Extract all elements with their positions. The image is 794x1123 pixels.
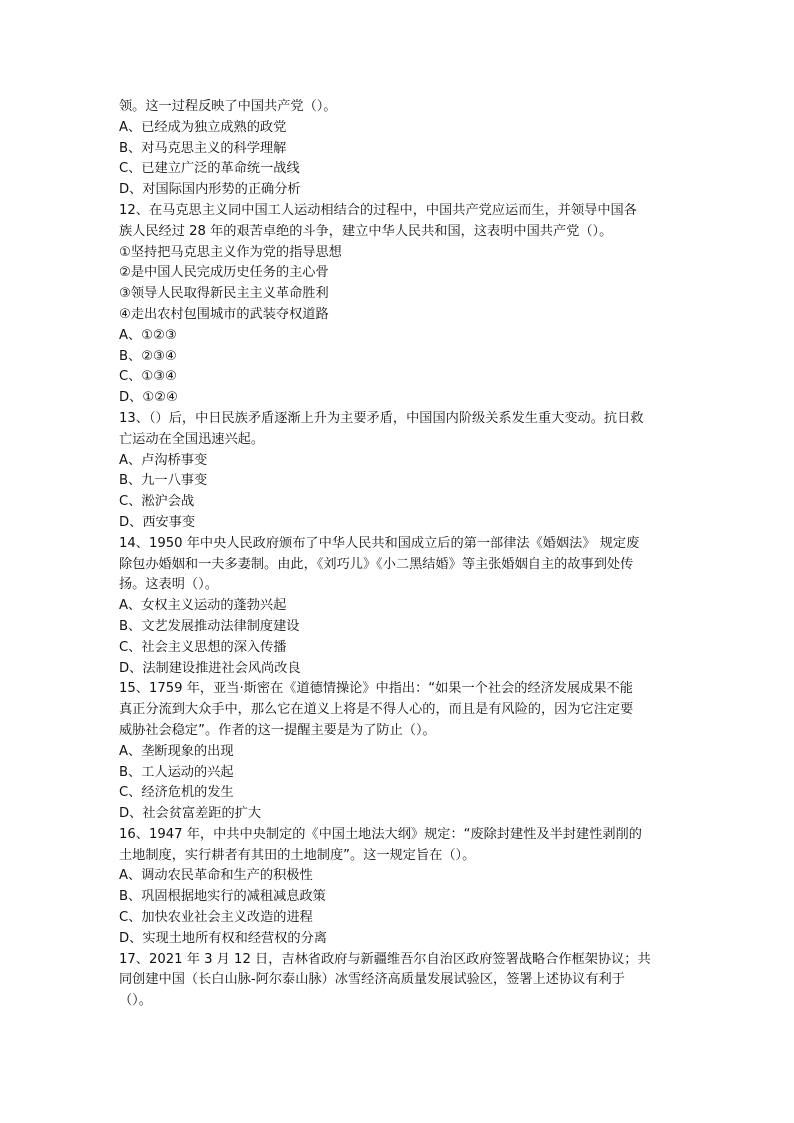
question-13-line: 亡运动在全国迅速兴起。 xyxy=(119,431,265,447)
option-b: B、巩固根据地实行的减租减息政策 xyxy=(119,889,326,905)
text-line: 领。这一过程反映了中国共产党（）。 xyxy=(119,99,337,114)
option-d: D、实现土地所有权和经营权的分离 xyxy=(119,930,327,946)
question-15-line: 威胁社会稳定”。作者的这一提醒主要是为了防止（）。 xyxy=(119,722,436,738)
option-b: B、工人运动的兴起 xyxy=(119,764,234,780)
option-c: C、经济危机的发生 xyxy=(119,785,234,801)
option-d: D、社会贫富差距的扩大 xyxy=(119,806,262,822)
option-a: A、调动农民革命和生产的积极性 xyxy=(119,868,313,884)
question-17-line: （）。 xyxy=(119,993,152,1009)
question-16-line: 土地制度，实行耕者有其田的土地制度”。这一规定旨在（）。 xyxy=(119,847,476,863)
option-c: C、①③④ xyxy=(119,369,177,385)
question-12-line: 族人民经过 28 年的艰苦卓绝的斗争，建立中华人民共和国，这表明中国共产党（）。 xyxy=(119,223,613,239)
question-13-line: 13、（）后，中日民族矛盾逐渐上升为主要矛盾，中国国内阶级关系发生重大变动。抗日救 xyxy=(119,410,644,426)
option-a: A、卢沟桥事变 xyxy=(119,452,208,468)
statement-item: ②是中国人民完成历史任务的主心骨 xyxy=(119,265,329,281)
option-d: D、西安事变 xyxy=(119,514,196,530)
question-17-line: 同创建中国（长白山脉-阿尔泰山脉）冰雪经济高质量发展试验区，签署上述协议有利于 xyxy=(119,972,625,988)
option-c: C、加快农业社会主义改造的进程 xyxy=(119,910,313,926)
question-16-line: 16、1947 年，中共中央制定的《中国土地法大纲》规定：“废除封建性及半封建性剥削的 xyxy=(119,826,642,842)
option-b: B、九一八事变 xyxy=(119,473,208,489)
question-12-line: 12、在马克思主义同中国工人运动相结合的过程中，中国共产党应运而生，并领导中国各 xyxy=(119,202,637,218)
option-a: A、①②③ xyxy=(119,327,177,343)
option-b: B、②③④ xyxy=(119,348,177,364)
question-17-line: 17、2021 年 3 月 12 日，吉林省政府与新疆维吾尔自治区政府签署战略合作框架协议；共 xyxy=(119,951,651,967)
question-14-line: 14、1950 年中央人民政府颁布了中华人民共和国成立后的第一部律法《婚姻法》 规定废 xyxy=(119,535,640,551)
option-d: D、①②④ xyxy=(119,390,178,406)
option-c: C、社会主义思想的深入传播 xyxy=(119,639,287,655)
option-c: C、淞沪会战 xyxy=(119,494,195,510)
statement-item: ④走出农村包围城市的武装夺权道路 xyxy=(119,306,329,322)
document-page xyxy=(119,97,679,1012)
option-a: A、垄断现象的出现 xyxy=(119,743,234,759)
option-a: A、女权主义运动的蓬勃兴起 xyxy=(119,598,287,614)
option-b: B、对马克思主义的科学理解 xyxy=(119,140,287,156)
option-d: D、法制建设推进社会风尚改良 xyxy=(119,660,301,676)
statement-item: ①坚持把马克思主义作为党的指导思想 xyxy=(119,244,342,260)
option-b: B、文艺发展推动法律制度建设 xyxy=(119,618,300,634)
question-14-line: 扬。这表明（）。 xyxy=(119,577,218,593)
question-14-line: 除包办婚姻和一夫多妻制。由此，《刘巧儿》《小二黑结婚》等主张婚姻自主的故事到处传 xyxy=(119,556,634,572)
option-a: A、已经成为独立成熟的政党 xyxy=(119,119,287,135)
statement-item: ③领导人民取得新民主主义革命胜利 xyxy=(119,286,329,302)
option-d: D、对国际国内形势的正确分析 xyxy=(119,182,301,198)
question-15-line: 15、1759 年，亚当·斯密在《道德情操论》中指出：“如果一个社会的经济发展成果不能 xyxy=(119,681,633,697)
option-c: C、已建立广泛的革命统一战线 xyxy=(119,161,300,177)
question-15-line: 真正分流到大众手中，那么它在道义上将是不得人心的，而且是有风险的，因为它注定要 xyxy=(119,702,634,718)
